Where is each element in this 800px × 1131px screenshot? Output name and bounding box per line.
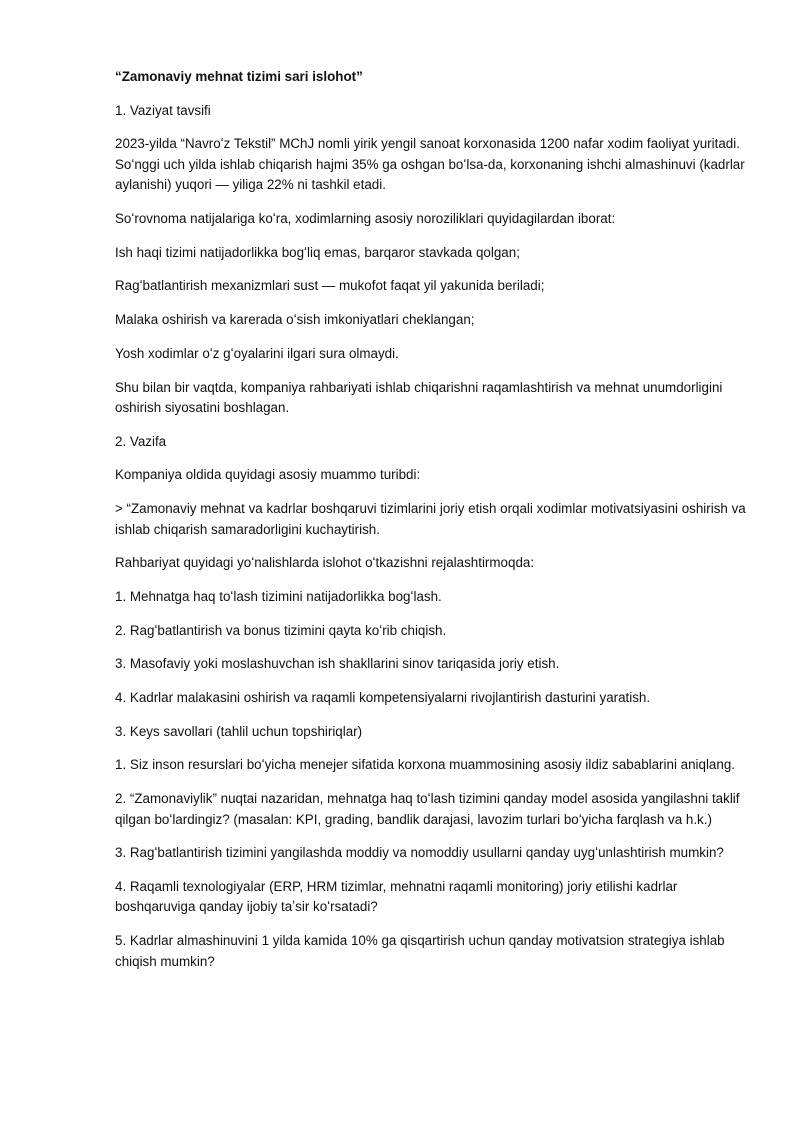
question-item: 1. Siz inson resurslari boʻyicha menejer sifatida korxona muammosining asosiy ildiz sabablarini aniqlang. — [115, 757, 735, 773]
section-heading: 3. Keys savollari (tahlil uchun topshiriqlar) — [115, 723, 363, 739]
problem-quote: > “Zamonaviy mehnat va kadrlar boshqaruvi tizimlarini joriy etish orqali xodimlar motivatsiyasini oshirish va ishlab chiqarish samaradorligini kuchaytirish. — [115, 501, 746, 537]
section-heading: 2. Vazifa — [115, 433, 167, 449]
question-item: 5. Kadrlar almashinuvini 1 yilda kamida 10% ga qisqartirish uchun qanday motivatsion strategiya ishlab chiqish mumkin? — [115, 933, 725, 969]
direction-item: 4. Kadrlar malakasini oshirish va raqamli kompetensiyalarni rivojlantirish dasturini yaratish. — [115, 690, 651, 705]
direction-item: 3. Masofaviy yoki moslashuvchan ish shakllarini sinov tariqasida joriy etish. — [115, 656, 560, 672]
complaint-item: Ish haqi tizimi natijadorlikka bogʻliq emas, barqaror stavkada qolgan; — [115, 244, 520, 260]
question-item: 4. Raqamli texnologiyalar (ERP, HRM tizimlar, mehnatni raqamli monitoring) joriy etilishi kadrlar boshqaruviga qanday ijobiy taʼsir koʻrsatadi? — [115, 878, 678, 915]
task-lead-paragraph: Kompaniya oldida quyidagi asosiy muammo turibdi: — [115, 467, 421, 483]
survey-lead-paragraph: Soʻrovnoma natijalariga koʻra, xodimlarning asosiy noroziliklari quyidagilardan iborat: — [115, 211, 616, 227]
question-item: 3. Ragʻbatlantirish tizimini yangilashda moddiy va nomoddiy usullarni qanday uygʻunlashtirish mumkin? — [115, 845, 724, 861]
direction-item: 2. Ragʻbatlantirish va bonus tizimini qayta koʻrib chiqish. — [115, 622, 447, 638]
document-title: “Zamonaviy mehnat tizimi sari islohot” — [115, 69, 363, 84]
complaint-item: Yosh xodimlar oʻz gʻoyalarini ilgari sura olmaydi. — [115, 345, 399, 361]
question-item: 2. “Zamonaviylik” nuqtai nazaridan, mehnatga haq toʻlash tizimini qanday model asosida yangilashni taklif qilgan boʻlardingiz? (masalan: KPI, grading, bandlik darajasi, lavozim turlari boʻyicha farqlash va h.k.) — [115, 791, 740, 827]
section-heading: 1. Vaziyat tavsifi — [115, 102, 211, 118]
complaint-item: Ragʻbatlantirish mexanizmlari sust — mukofot faqat yil yakunida beriladi; — [115, 278, 545, 294]
closing-paragraph: Shu bilan bir vaqtda, kompaniya rahbariyati ishlab chiqarishni raqamlashtirish va mehnat unumdorligini oshirish siyosatini boshlagan. — [115, 379, 723, 415]
direction-item: 1. Mehnatga haq toʻlash tizimini natijadorlikka bogʻlash. — [115, 588, 442, 604]
document-page — [115, 67, 755, 985]
plan-lead-paragraph: Rahbariyat quyidagi yoʻnalishlarda islohot oʻtkazishni rejalashtirmoqda: — [115, 555, 535, 571]
complaint-item: Malaka oshirish va karerada oʻsish imkoniyatlari cheklangan; — [115, 312, 475, 328]
situation-paragraph: 2023-yilda “Navroʻz Tekstil” MChJ nomli yirik yengil sanoat korxonasida 1200 nafar xodim faoliyat yuritadi. Soʻnggi uch yilda ishlab chiqarish hajmi 35% ga oshgan boʻlsa-da, korxonaning ishchi almashinuvi (kadrlar aylanishi) yuqori — yiliga 22% ni tashkil etadi. — [115, 136, 745, 193]
